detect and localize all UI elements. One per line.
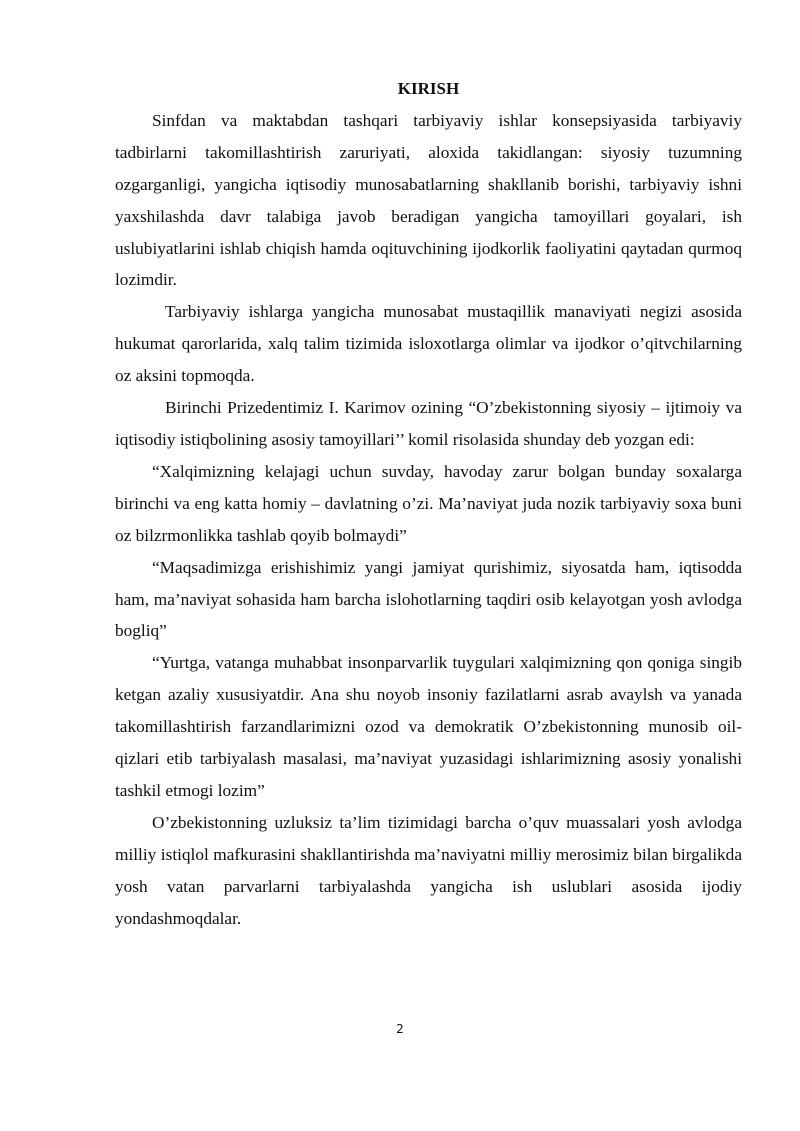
paragraph-2: Tarbiyaviy ishlarga yangicha munosabat mustaqillik manaviyati negizi asosida hukumat qarorlarida, xalq talim tizimida isloxotlarga olimlar va ijodkor o’qitvchilarning oz aksini topmoqda. (115, 302, 742, 386)
paragraph-1: Sinfdan va maktabdan tashqari tarbiyaviy ishlar konsepsiyasida tarbiyaviy tadbirlarni takomillashtirish zaruriyati, aloxida takidlangan: siyosiy tuzumning ozgarganligi, yangicha iqtisodiy munosabatlarning shakllanib borishi, tarbiyaviy ishni yaxshilashda davr talabiga javob beradigan yangicha tamoyillari goyalari, ish uslubiyatlarini ishlab chiqish hamda oqituvchining ijodkorlik faoliyatini qaytadan qurmoq lozimdir. (115, 110, 742, 290)
document-body (115, 73, 742, 934)
paragraph-5: “Maqsadimizga erishishimiz yangi jamiyat qurishimiz, siyosatda ham, iqtisodda ham, ma’naviyat sohasida ham barcha islohotlarning taqdiri osib kelayotgan yosh avlodga bogliq” (115, 557, 742, 641)
paragraph-4: “Xalqimizning kelajagi uchun suvday, havoday zarur bolgan bunday soxalarga birinchi va eng katta homiy – davlatning o’zi. Ma’naviyat juda nozik tarbiyaviy soxa buni oz bilzrmonlikka tashlab qoyib bolmaydi” (115, 461, 742, 545)
page-number: 2 (396, 1022, 404, 1036)
paragraph-7: O’zbekistonning uzluksiz ta’lim tizimidagi barcha o’quv muassalari yosh avlodga milliy istiqlol mafkurasini shakllantirishda ma’naviyatni milliy merosimiz bilan birgalikda yosh vatan parvarlarni tarbiyalashda yangicha ish uslublari asosida ijodiy yondashmoqdalar. (115, 812, 742, 928)
paragraph-3: Birinchi Prizedentimiz I. Karimov ozining “O’zbekistonning siyosiy – ijtimoiy va iqtisodiy istiqbolining asosiy tamoyillari’’ komil risolasida shunday deb yozgan edi: (115, 398, 742, 449)
section-title: KIRISH (397, 79, 460, 98)
paragraph-6: “Yurtga, vatanga muhabbat insonparvarlik tuygulari xalqimizning qon qoniga singib ketgan azaliy xususiyatdir. Ana shu noyob insoniy fazilatlarni asrab avaylsh va yanada takomillashtirish farzandlarimizni ozod va demokratik O’zbekistonning munosib oil-qizlari etib tarbiyalash masalasi, ma’naviyat yuzasidagi ishlarimizning asosiy yonalishi tashkil etmogi lozim” (115, 653, 742, 800)
